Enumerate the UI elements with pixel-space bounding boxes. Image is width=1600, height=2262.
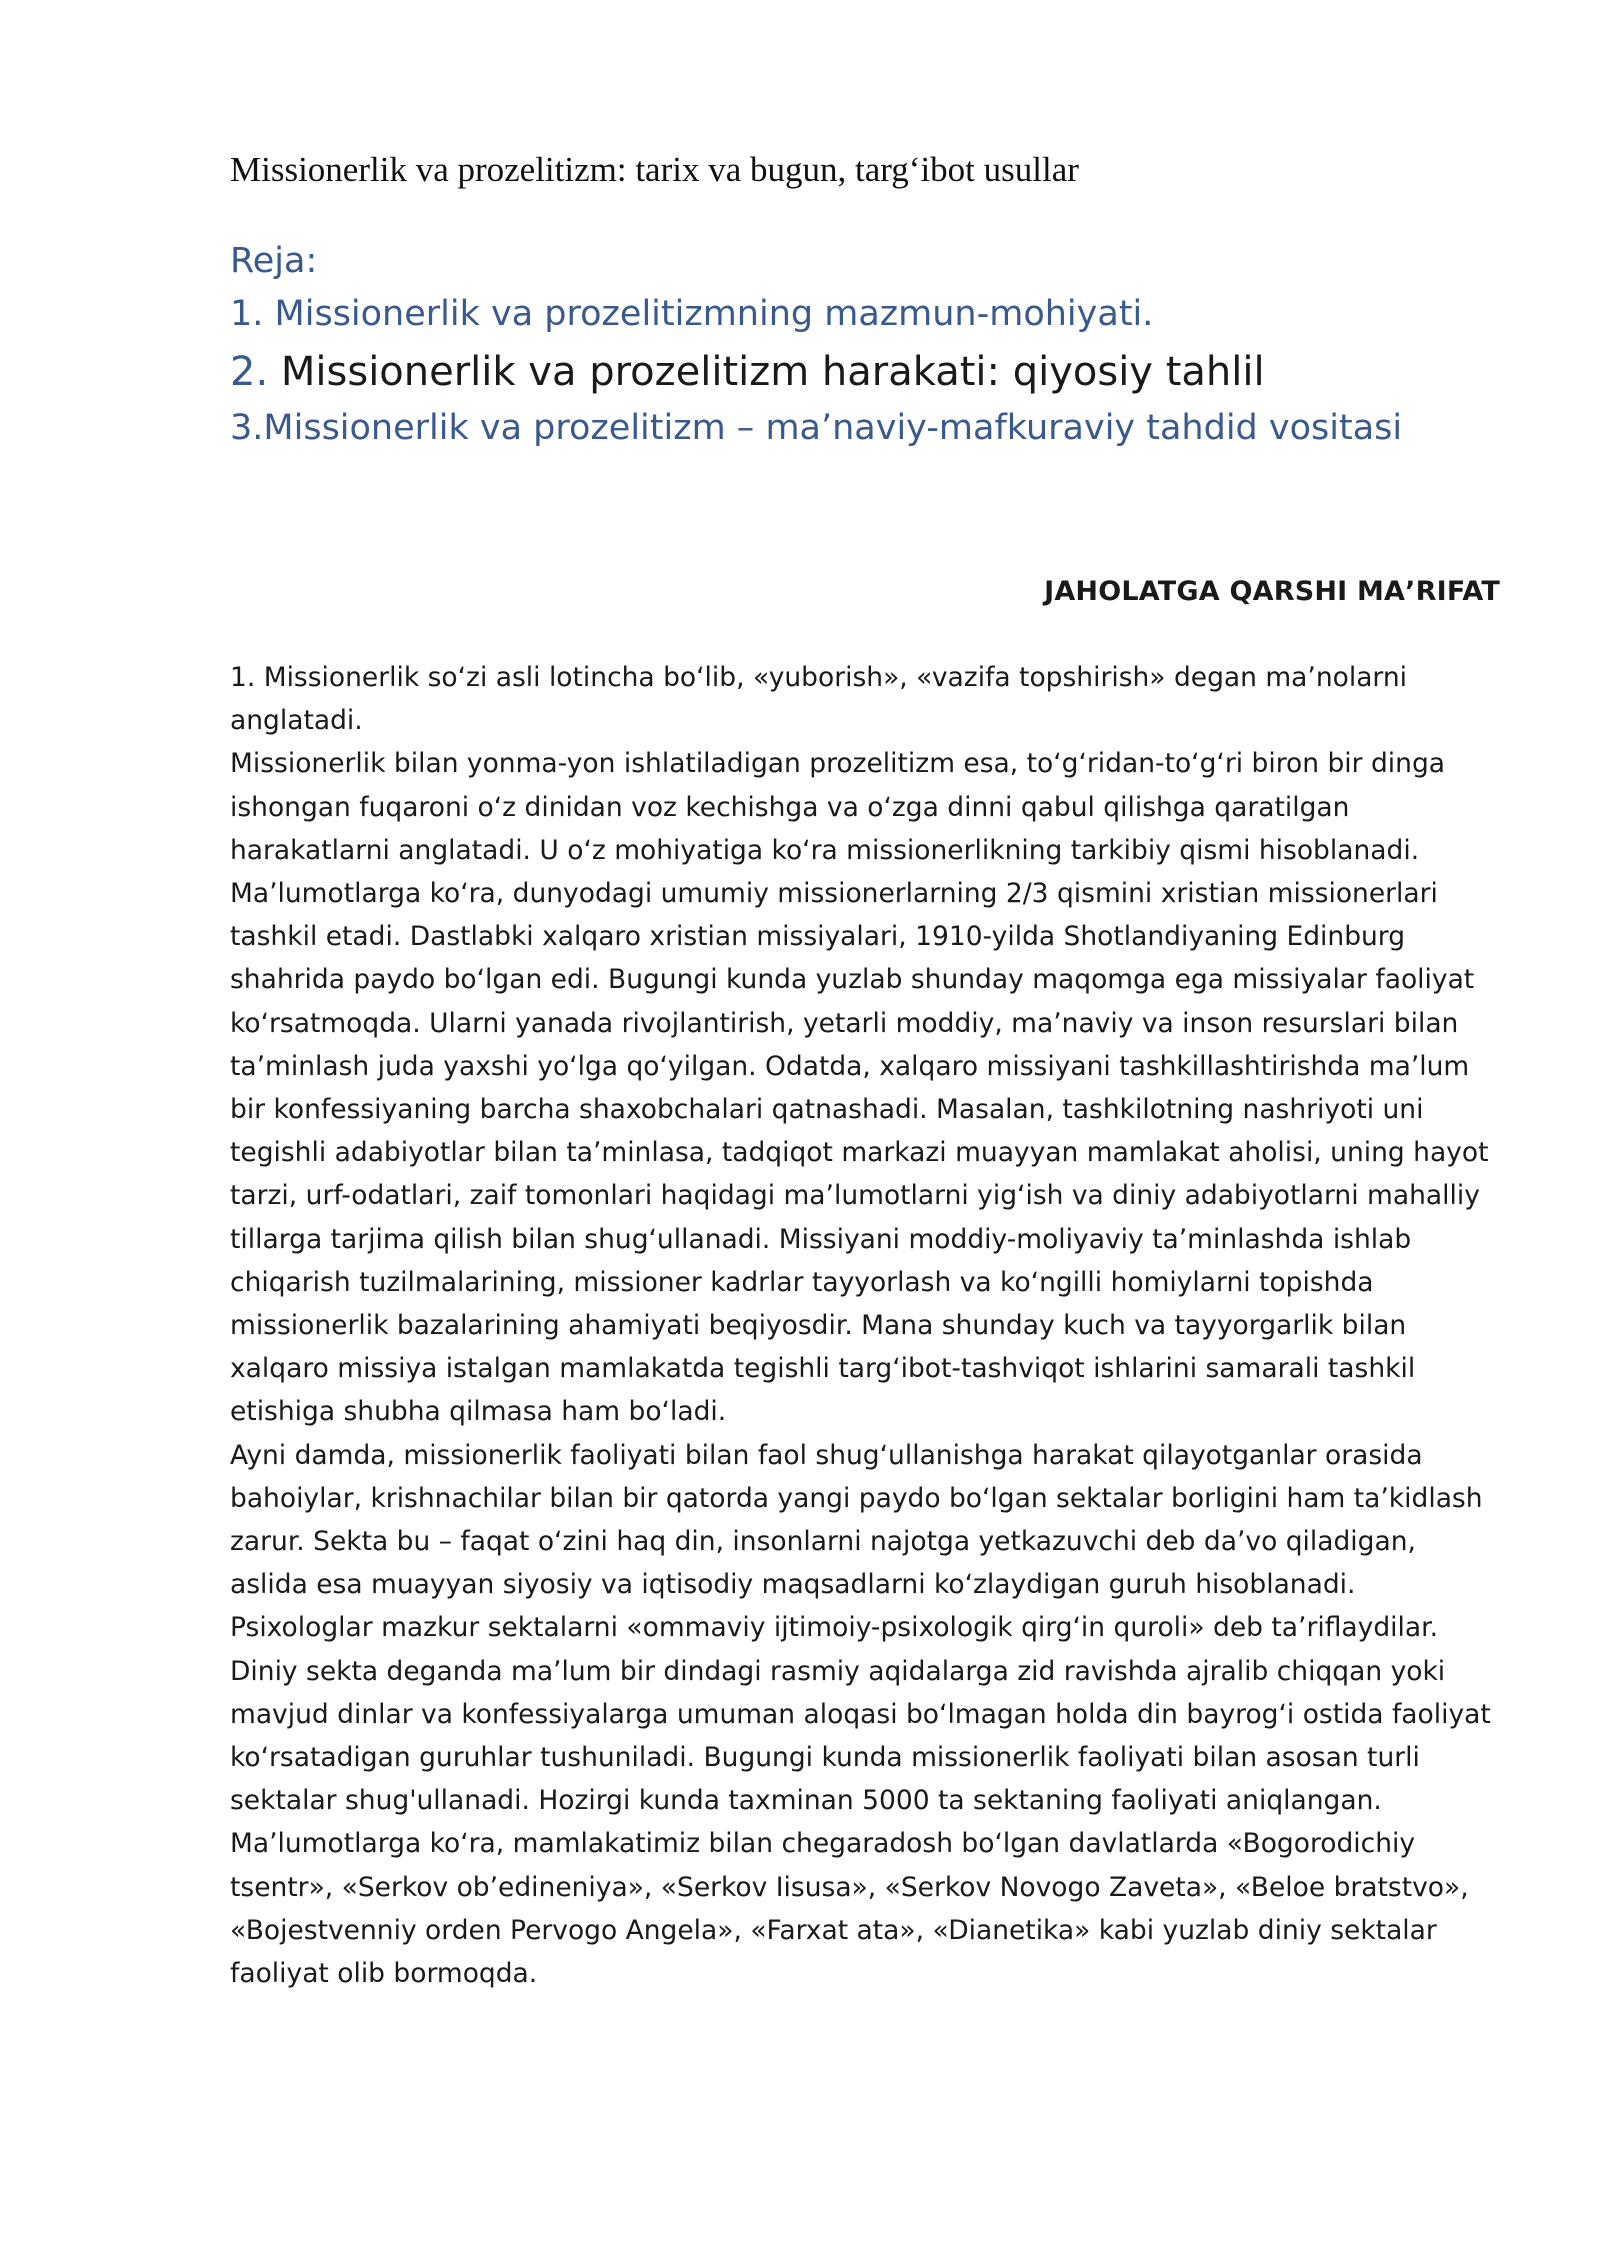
paragraph: Diniy sekta deganda maʼlum bir dindagi rasmiy aqidalarga zid ravishda ajralib chiqqan yoki mavjud dinlar va konfessiyalarga umuman aloqasi boʻlmagan holda din bayrogʻi ostida faoliyat koʻrsatadigan guruhlar tushuniladi. Bugungi kunda missionerlik faoliyati bilan asosan turli sektalar shug'ullanadi. Hozirgi kunda taxminan 5000 ta sektaning faoliyati aniqlangan. Maʼlumotlarga koʻra, mamlakatimiz bilan chegaradosh boʻlgan davlatlarda «Bogorodichiy tsentr», «Serkov obʼedineniya», «Serkov Iisusa», «Serkov Novogo Zaveta», «Beloe bratstvo», «Bojestvenniy orden Pervogo Angela», «Farxat ata», «Dianetika» kabi yuzlab diniy sektalar faoliyat olib bormoqda. [230,1655,1491,1990]
plan-item [230,402,1402,454]
plan-item-text: Missionerlik va prozelitizm – maʼnaviy-mafkuraviy tahdid vositasi [263,408,1403,448]
paragraph: Ayni damda, missionerlik faoliyati bilan faol shugʻullanishga harakat qilayotganlar orasida bahoiylar, krishnachilar bilan bir qatorda yangi paydo boʻlgan sektalar borligini ham taʼkidlash zarur. Sekta bu – faqat oʻzini haq din, insonlarni najotga yetkazuvchi deb daʼvo qiladigan, aslida esa muayyan siyosiy va iqtisodiy maqsadlarni koʻzlaydigan guruh hisoblanadi. Psixologlar mazkur sektalarni «ommaviy ijtimoiy-psixologik qirgʻin quroli» deb taʼriflaydilar. [230,1439,1483,1644]
plan-item-number: 1. [230,294,264,334]
plan-item-number: 2. [230,349,269,395]
paragraph: Missionerlik bilan yonma-yon ishlatiladigan prozelitizm esa, toʻgʻridan-toʻgʻri biron bir dinga ishongan fuqaroni oʻz dinidan voz kechishga va oʻzga dinni qabul qilishga qaratilgan harakatlarni anglatadi. U oʻz mohiyatiga koʻra missionerlikning tarkibiy qismi hisoblanadi. Maʼlumotlarga koʻra, dunyodagi umumiy missionerlarning 2/3 qismini xristian missionerlari tashkil etadi. Dastlabki xalqaro xristian missiyalari, 1910-yilda Shotlandiyaning Edinburg shahrida paydo boʻlgan edi. Bugungi kunda yuzlab shunday maqomga ega missiyalar faoliyat koʻrsatmoqda. Ularni yanada rivojlantirish, yetarli moddiy, maʼnaviy va inson resurslari bilan taʼminlash juda yaxshi yoʻlga qoʻyilgan. Odatda, xalqaro missiyani tashkillashtirishda maʼlum bir konfessiyaning barcha shaxobchalari qatnashadi. Masalan, tashkilotning nashriyoti uni tegishli adabiyotlar bilan taʼminlasa, tadqiqot markazi muayyan mamlakat aholisi, uning hayot tarzi, urf-odatlari, zaif tomonlari haqidagi maʼlumotlarni yigʻish va diniy adabiyotlarni mahalliy tillarga tarjima qilish bilan shugʻullanadi. Missiyani moddiy-moliyaviy taʼminlashda ishlab chiqarish tuzilmalarining, missioner kadrlar tayyorlash va koʻngilli homiylarni topishda missionerlik bazalarining ahamiyati beqiyosdir. Mana shunday kuch va tayyorgarlik bilan xalqaro missiya istalgan mamlakatda tegishli targʻibot-tashviqot ishlarini samarali tashkil etishiga shubha qilmasa ham boʻladi. [230,748,1489,1428]
plan-item-number: 3. [230,408,264,448]
plan-item [230,342,1402,402]
paragraph: 1. Missionerlik soʻzi asli lotincha boʻlib, «yuborish», «vazifa topshirish» degan maʼnolarni anglatadi. [230,662,1408,737]
plan-item [230,286,1402,342]
plan-section [230,236,1402,454]
plan-heading: Reja: [230,241,318,281]
body-text [230,656,1500,1995]
section-heading: JAHOLATGA QARSHI MAʼRIFAT [1044,576,1500,607]
plan-item-text: Missionerlik va prozelitizmning mazmun-mohiyati. [263,294,1154,334]
plan-list [230,286,1402,454]
plan-item-text: Missionerlik va prozelitizm harakati: qiyosiy tahlil [268,349,1265,395]
document-title: Missionerlik va prozelitizm: tarix va bugun, targ‘ibot usullar [230,150,1079,189]
